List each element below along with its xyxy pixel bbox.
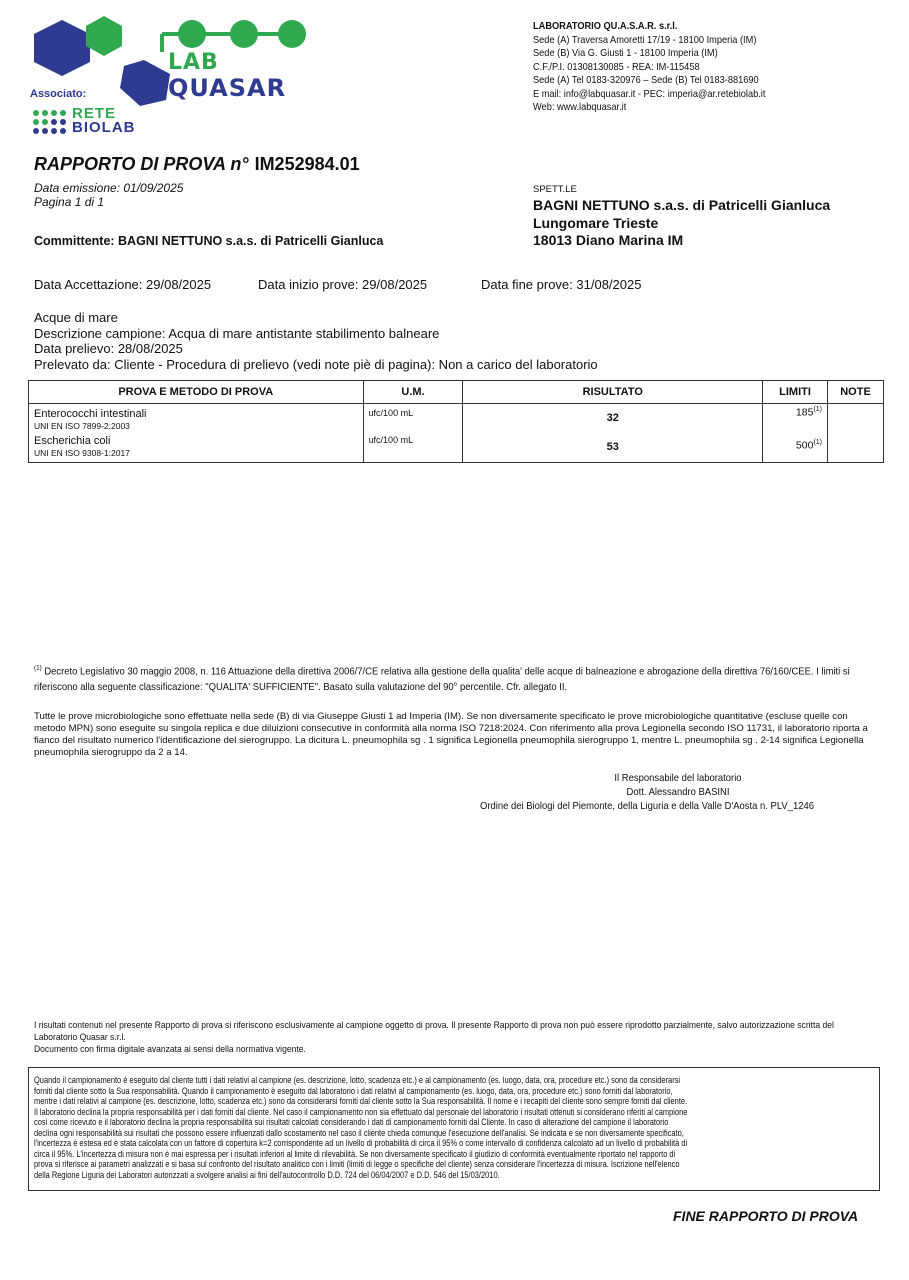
notes-line: prova si riferisce ai parametri analizzati e si basa sul confronto del risultato analitico con i limiti (limiti di legge o specifiche del cliente) senza considerare l'incertezza di misura. Iscrizione nell'elenco [34,1159,680,1169]
sampled-by: Prelevato da: Cliente - Procedura di prelievo (vedi note piè di pagina): Non a carico del laboratorio [34,356,598,372]
um-cell: ufc/100 mL [363,404,463,434]
notes-line: Quando il campionamento è eseguito dal cliente tutti i dati relativi al campione (es. descrizione, lotto, scadenza etc.) e al campionamento (es. luogo, data, ora, procedure etc.) sono da considerarsi [34,1075,681,1085]
logo-node [278,20,306,48]
notes-box-text [34,1075,881,1180]
recipient-line: 18013 Diano Marina IM [533,232,684,248]
table-row [29,433,884,463]
rete-biolab-text [72,107,136,135]
spett-label: SPETT.LE [533,184,577,195]
report-title-label: RAPPORTO DI PROVA n° [34,154,249,174]
rete-biolab-icon [31,109,69,135]
prova-method: UNI EN ISO 7899-2:2003 [34,421,130,431]
lab-info-line: Web: www.labquasar.it [533,101,627,113]
logo-quasar-text: QUASAR [168,74,287,102]
lab-header-info [533,20,765,115]
lab-info-line: Sede (A) Traversa Amoretti 17/19 - 18100 Imperia (IM) [533,33,757,46]
table-row [29,404,884,434]
biolab-text: BIOLAB [72,119,136,136]
logo-node [230,20,258,48]
signature-role: Il Responsabile del laboratorio [614,772,742,784]
recipient-line: BAGNI NETTUNO s.a.s. di Patricelli Gianluca [533,197,831,213]
lab-info-line: E mail: info@labquasar.it - PEC: imperia@ar.retebiolab.it [533,87,766,100]
sample-description: Descrizione campione: Acqua di mare antistante stabilimento balneare [34,325,440,341]
header-prova: PROVA E METODO DI PROVA [29,381,364,404]
notes-line: l'incertezza è estesa ed è stata calcolata con un fattore di copertura k=2 corrispondente ad un livello di probabilità di circa il 95% o come intervallo di confidenza calcolato ad un livello di probabilità di [34,1138,688,1148]
table-header-row [29,381,884,404]
header-note: NOTE [828,381,884,404]
issue-date: Data emissione: 01/09/2025 [34,181,184,195]
prova-cell [29,404,364,434]
prova-cell [29,433,364,463]
notes-line: Il laboratorio declina la propria responsabilità per i dati forniti dal cliente. Nel caso il campionamento non sia effettuato dal personale del laboratorio i risultati ottenuti si considerano riferiti al campione [34,1106,688,1117]
end-of-report: FINE RAPPORTO DI PROVA [673,1208,859,1224]
header-um: U.M. [363,381,463,404]
associated-label: Associato: [30,88,87,100]
notes-line: forniti dal cliente sotto la Sua responsabilità. Quando il campionamento è eseguito dal laboratorio i dati relativi al campionamento (es. luogo, data, ora, procedure etc.) sono forniti dal laboratorio, [34,1085,673,1096]
end-date: Data fine prove: 31/08/2025 [481,277,642,292]
lab-name: LABORATORIO QU.A.S.A.R. s.r.l. [533,20,678,32]
report-number: IM252984.01 [254,154,360,174]
result-cell: 53 [463,433,763,463]
lab-info-line: Sede (B) Via G. Giusti 1 - 18100 Imperia (IM) [533,47,718,59]
results-table [28,380,884,463]
rete-text: RETE [72,105,117,122]
header-limiti: LIMITI [763,381,828,404]
lab-info-line: Sede (A) Tel 0183-320976 – Sede (B) Tel 0183-881690 [533,74,759,86]
limit-cell [763,404,828,434]
prova-name: Escherichia coli [34,435,111,447]
recipient-address [533,197,830,250]
logo-node [178,20,206,48]
logo-hexagon-navy [34,20,90,76]
logo-hexagon-green [86,16,122,56]
note-cell [828,433,884,463]
footnote-2: Tutte le prove microbiologiche sono effettuate nella sede (B) di via Giuseppe Giusti 1 ad Imperia (IM). Se non diversamente specificato le prove microbiologiche quantitative (escluse quelle con metodo MPN) sono eseguite su singola replica e due diluizioni consecutive in conformità alla norma ISO 7218:2024. Con riferimento alla prova Legionella secondo ISO 11731, il laboratorio riporta a fianco del risultato numerico l'identificazione del sierogruppo. La dicitura L. pneumophila sg . 1 significa Legionella pneumophila sierogruppo 1, mentre L. pneumophila sg . 2-14 significa Legionella pneumophila sierogruppo da 2 a 14. [34,711,868,758]
footnote-ref: (1) [34,665,42,672]
sample-matrix: Acque di mare [34,310,118,325]
disclaimer [34,1020,862,1056]
footnote-1-text: Decreto Legislativo 30 maggio 2008, n. 116 Attuazione della direttiva 2006/7/CE relativa alla gestione della qualita' delle acque di balneazione e abrogazione della direttiva 76/160/CEE. I limiti si riferiscono alla seguente classificazione: "QUALITA' SUFFICIENTE". Basato sulla valutazione del 90° percentile. Cfr. allegato II. [34,665,850,693]
header-risultato: RISULTATO [463,381,763,404]
sampling-date: Data prelievo: 28/08/2025 [34,341,183,356]
prova-method: UNI EN ISO 9308-1:2017 [34,448,130,458]
notes-line: declina ogni responsabilità sui risultati che possono essere influenzati dallo scostamento nel caso il cliente chieda comunque l'esecuzione dell'analisi. Se indicata e se non diversamente specificato, [34,1127,684,1138]
limit-value: 185 [795,406,814,419]
page-number: Pagina 1 di 1 [34,195,105,209]
note-cell [828,404,884,434]
notes-line: della Regione Liguria dei Laboratori autorizzati a svolgere analisi ai fini dell'autocontrollo D.D. 724 del 06/04/2007 e D.D. 546 del 15/03/2010. [34,1169,500,1180]
start-date: Data inizio prove: 29/08/2025 [258,277,428,292]
limit-footnote-ref: (1) [813,406,822,413]
disclaimer-line: I risultati contenuti nel presente Rapporto di prova si riferiscono esclusivamente al campione oggetto di prova. Il presente Rapporto di prova non può essere riprodotto parzialmente, salvo autorizzazione scritta del [34,1020,834,1031]
logo-hexagon-navy-small [120,60,170,106]
recipient-line: Lungomare Trieste [533,214,659,231]
acceptance-date: Data Accettazione: 29/08/2025 [34,277,212,292]
limit-value: 500 [795,439,814,452]
prova-name: Enterococchi intestinali [34,408,147,420]
footnote-1 [34,661,871,695]
notes-line: mentre i dati relativi al campione (es. descrizione, lotto, scadenza etc.) sono da considerarsi forniti dal cliente sotto la Sua responsabilità. Il nome e i recapiti del cliente sono sempre forniti dal cliente. [34,1096,688,1106]
result-cell: 32 [463,404,763,434]
committente: Committente: BAGNI NETTUNO s.a.s. di Patricelli Gianluca [34,234,384,248]
notes-line: circa il 95%. L'incertezza di misura non è mai espressa per i risultati inferiori al limite di rilevabilità. Se non diversamente specificato il giudizio di conformità eventualmente riportato nel rapporto di [34,1148,676,1159]
limit-cell [763,433,828,463]
signature-order: Ordine dei Biologi del Piemonte, della Liguria e della Valle D'Aosta n. PLV_1246 [480,800,814,812]
report-meta [34,181,183,209]
disclaimer-line: Laboratorio Quasar s.r.l. [34,1032,126,1043]
notes-line: così come ricevuto e il laboratorio declina la propria responsabilità sui risultati calcolati considerando i dati di campionamento forniti dal Cliente. In caso di alterazione del campione il laboratorio [34,1117,669,1127]
report-title [34,154,360,175]
signature-name: Dott. Alessandro BASINI [626,786,730,798]
sample-info [34,310,598,372]
disclaimer-line: Documento con firma digitale avanzata ai sensi della normativa vigente. [34,1044,306,1055]
logo-lab-text: LAB [168,50,219,75]
limit-footnote-ref: (1) [813,439,822,446]
um-cell: ufc/100 mL [363,433,463,463]
lab-info-line: C.F./P.I. 01308130085 - REA: IM-115458 [533,60,700,73]
signature-block [480,771,876,813]
